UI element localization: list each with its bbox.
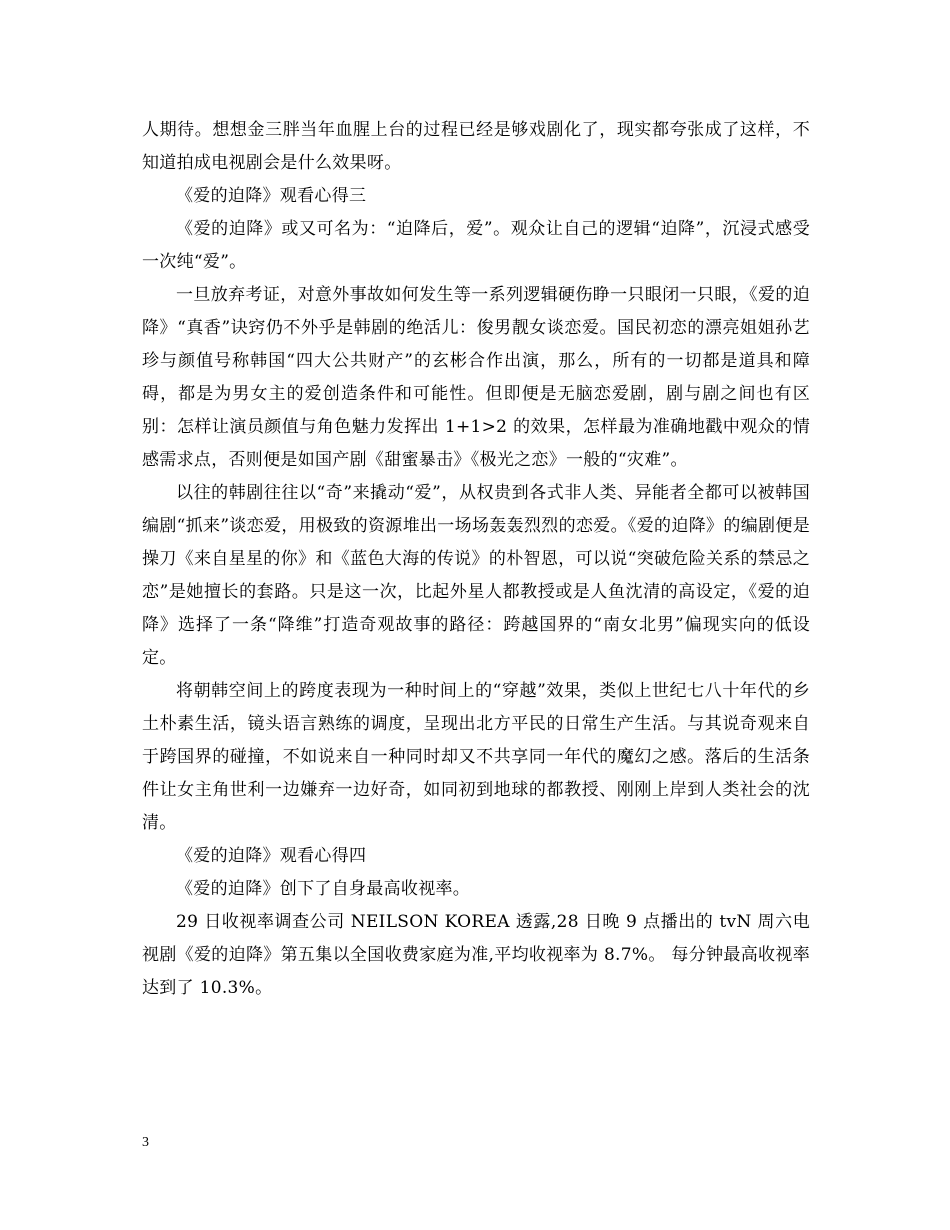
section-heading: 《爱的迫降》观看心得三 xyxy=(176,186,367,206)
page-number: 3 xyxy=(142,1135,149,1150)
section-heading: 《爱的迫降》观看心得四 xyxy=(176,846,367,866)
paragraph: 一旦放弃考证，对意外事故如何发生等一系列逻辑硬伤睁一只眼闭一只眼，《爱的迫降》“真香”诀窍仍不外乎是韩剧的绝活儿：俊男靓女谈恋爱。国民初恋的漂亮姐姐孙艺珍与颜值号称韩国“四大公共财产”的玄彬合作出演，那么，所有的一切都是道具和障碍，都是为男女主的爱创造条件和可能性。但即便是无脑恋爱剧，剧与剧之间也有区别：怎样让演员颜值与角色魅力发挥出 1+1>2 的效果，怎样最为准确地戳中观众的情感需求点，否则便是如国产剧《甜蜜暴击》《极光之恋》一般的“灾难”。 xyxy=(142,285,810,470)
document-body xyxy=(142,114,810,1005)
paragraph: 29 日收视率调查公司 NEILSON KOREA 透露,28 日晚 9 点播出的 tvN 周六电视剧《爱的迫降》第五集以全国收费家庭为准,平均收视率为 8.7%。 每分钟最高收视率达到了 10.3%。 xyxy=(142,912,810,998)
paragraph: 《爱的迫降》或又可名为：“迫降后，爱”。观众让自己的逻辑“迫降”，沉浸式感受一次纯“爱”。 xyxy=(142,219,810,272)
paragraph: 人期待。想想金三胖当年血腥上台的过程已经是够戏剧化了，现实都夸张成了这样，不知道拍成电视剧会是什么效果呀。 xyxy=(142,120,810,173)
paragraph: 将朝韩空间上的跨度表现为一种时间上的“穿越”效果，类似上世纪七八十年代的乡土朴素生活，镜头语言熟练的调度，呈现出北方平民的日常生产生活。与其说奇观来自于跨国界的碰撞，不如说来自一种同时却又不共享同一年代的魔幻之感。落后的生活条件让女主角世利一边嫌弃一边好奇，如同初到地球的都教授、刚刚上岸到人类社会的沈清。 xyxy=(142,681,810,833)
paragraph: 《爱的迫降》创下了自身最高收视率。 xyxy=(176,879,471,899)
paragraph: 以往的韩剧往往以“奇”来撬动“爱”，从权贵到各式非人类、异能者全都可以被韩国编剧“抓来”谈恋爱，用极致的资源堆出一场场轰轰烈烈的恋爱。《爱的迫降》的编剧便是操刀《来自星星的你》和《蓝色大海的传说》的朴智恩，可以说“突破危险关系的禁忌之恋”是她擅长的套路。只是这一次，比起外星人都教授或是人鱼沈清的高设定，《爱的迫降》选择了一条“降维”打造奇观故事的路径：跨越国界的“南女北男”偏现实向的低设定。 xyxy=(142,483,810,668)
